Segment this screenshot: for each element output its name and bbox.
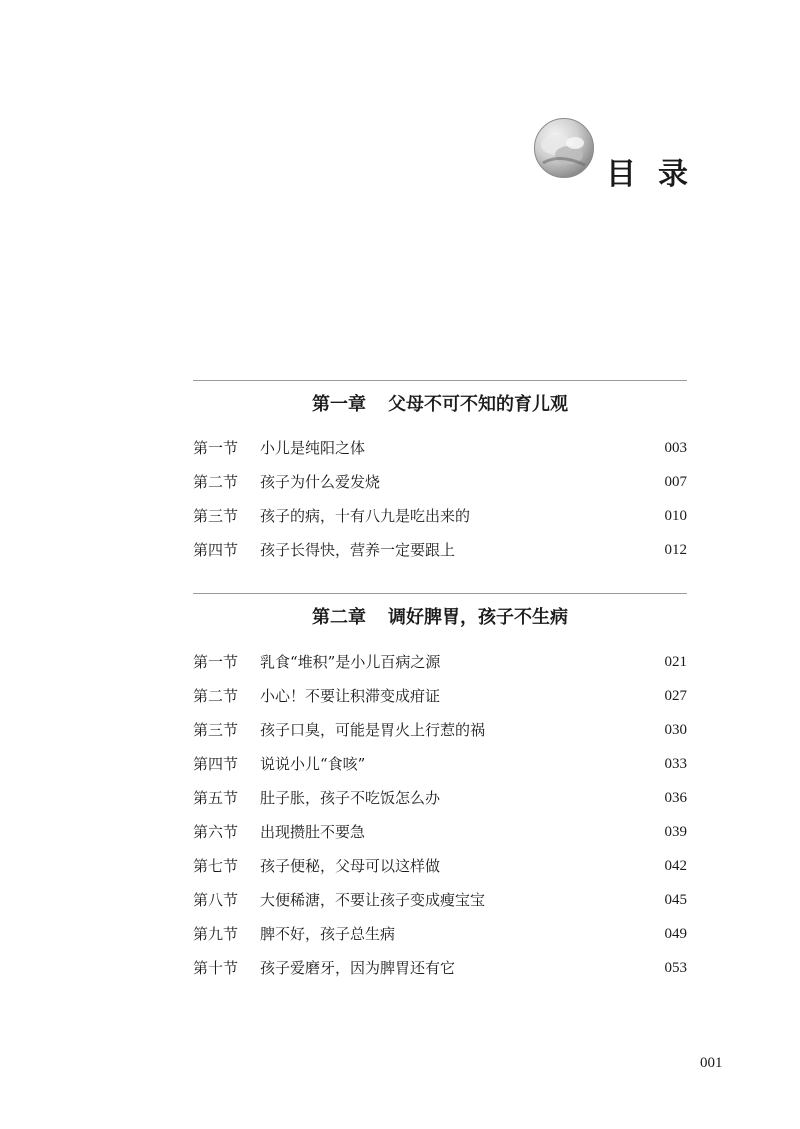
section-title: 孩子的病，十有八九是吃出来的 xyxy=(260,507,471,525)
hands-photo-icon xyxy=(534,118,594,178)
section-title: 脾不好，孩子总生病 xyxy=(260,925,396,943)
chapter-divider xyxy=(193,380,687,381)
page-number: 012 xyxy=(664,542,687,558)
page-number: 042 xyxy=(664,858,687,874)
section-label: 第四节 xyxy=(193,755,239,773)
section-title: 大便稀溏，不要让孩子变成瘦宝宝 xyxy=(260,891,486,909)
section-label: 第八节 xyxy=(193,891,239,909)
section-label: 第一节 xyxy=(193,653,239,671)
page-number: 053 xyxy=(664,960,687,976)
section-label: 第三节 xyxy=(193,721,239,739)
section-title: 乳食“堆积”是小儿百病之源 xyxy=(260,653,441,671)
section-label: 第二节 xyxy=(193,473,239,491)
page-number: 021 xyxy=(664,654,687,670)
chapter-number: 第二章 xyxy=(312,607,366,628)
section-label: 第四节 xyxy=(193,541,239,559)
toc-entry[interactable] xyxy=(193,888,687,912)
page-number: 010 xyxy=(664,508,687,524)
toc-entry[interactable] xyxy=(193,538,687,562)
chapter-divider xyxy=(193,593,687,594)
page-folio: 001 xyxy=(700,1055,723,1071)
section-title: 孩子爱磨牙，因为脾胃还有它 xyxy=(260,959,456,977)
toc-entry[interactable] xyxy=(193,854,687,878)
chapter-title: 父母不可不知的育儿观 xyxy=(388,394,568,415)
toc-entry[interactable] xyxy=(193,786,687,810)
toc-entry[interactable] xyxy=(193,956,687,980)
section-label: 第五节 xyxy=(193,789,239,807)
chapter-heading xyxy=(193,605,687,631)
section-label: 第九节 xyxy=(193,925,239,943)
page-number: 030 xyxy=(664,722,687,738)
page-title: 目录 xyxy=(606,157,710,192)
page-number: 027 xyxy=(664,688,687,704)
section-title: 孩子为什么爱发烧 xyxy=(260,473,381,491)
section-title: 说说小儿“食咳” xyxy=(260,755,366,773)
section-label: 第七节 xyxy=(193,857,239,875)
section-title: 肚子胀，孩子不吃饭怎么办 xyxy=(260,789,441,807)
section-title: 小儿是纯阳之体 xyxy=(260,439,366,457)
page-number: 049 xyxy=(664,926,687,942)
page-number: 007 xyxy=(664,474,687,490)
toc-entry[interactable] xyxy=(193,436,687,460)
page-number: 003 xyxy=(664,440,687,456)
page-number: 033 xyxy=(664,756,687,772)
toc-entry[interactable] xyxy=(193,820,687,844)
page-number: 036 xyxy=(664,790,687,806)
section-label: 第二节 xyxy=(193,687,239,705)
section-label: 第三节 xyxy=(193,507,239,525)
toc-entry[interactable] xyxy=(193,684,687,708)
toc-entry[interactable] xyxy=(193,504,687,528)
page-number: 045 xyxy=(664,892,687,908)
toc-entry[interactable] xyxy=(193,470,687,494)
section-title: 孩子口臭，可能是胃火上行惹的祸 xyxy=(260,721,486,739)
section-label: 第一节 xyxy=(193,439,239,457)
chapter-heading xyxy=(193,392,687,418)
chapter-title: 调好脾胃，孩子不生病 xyxy=(388,607,568,628)
section-title: 孩子长得快，营养一定要跟上 xyxy=(260,541,456,559)
section-label: 第十节 xyxy=(193,959,239,977)
page-number: 039 xyxy=(664,824,687,840)
section-label: 第六节 xyxy=(193,823,239,841)
section-title: 出现攒肚不要急 xyxy=(260,823,366,841)
toc-entry[interactable] xyxy=(193,718,687,742)
toc-entry[interactable] xyxy=(193,752,687,776)
section-title: 孩子便秘，父母可以这样做 xyxy=(260,857,441,875)
toc-entry[interactable] xyxy=(193,650,687,674)
section-title: 小心！不要让积滞变成疳证 xyxy=(260,687,441,705)
chapter-number: 第一章 xyxy=(312,394,366,415)
toc-entry[interactable] xyxy=(193,922,687,946)
